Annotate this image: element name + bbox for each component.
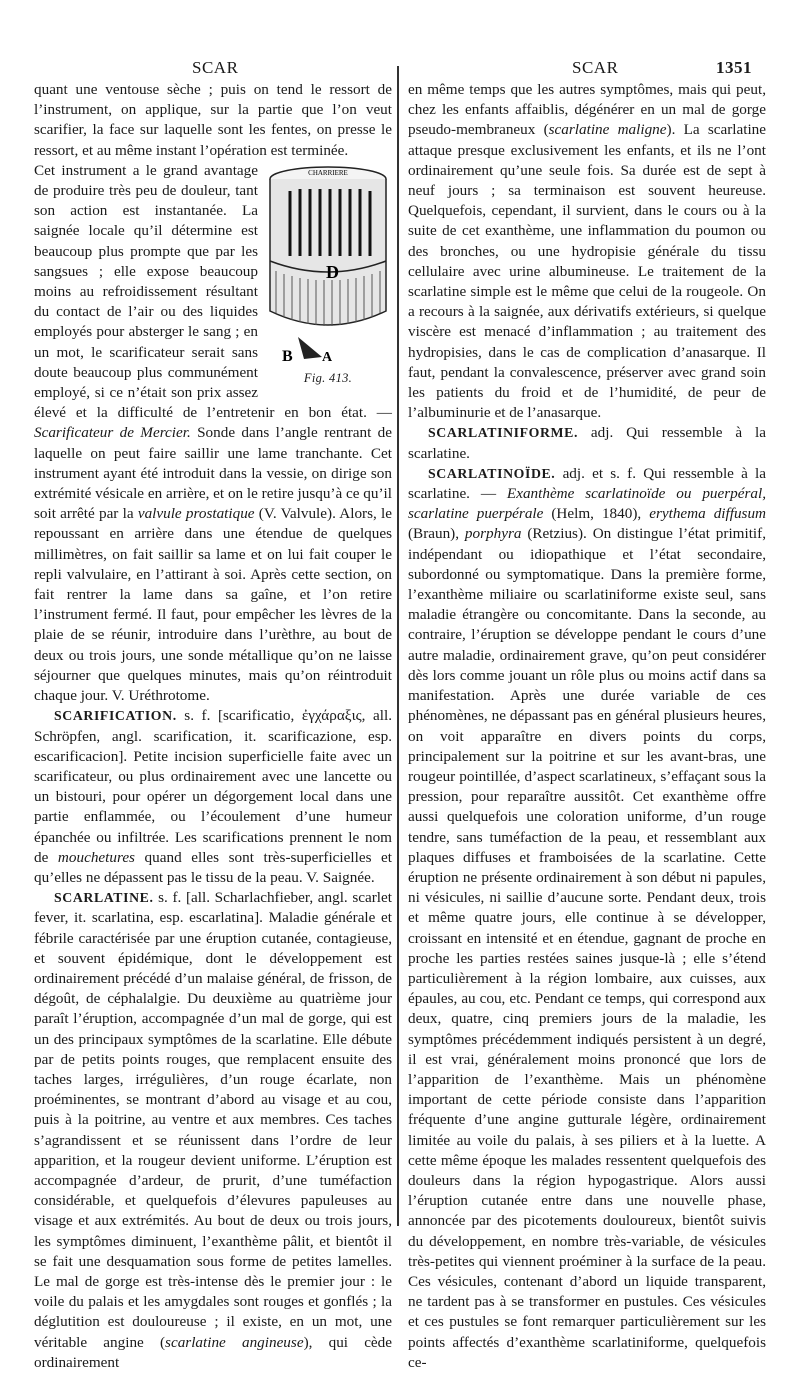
running-head-left: SCAR: [192, 58, 239, 77]
entry-scarlatiniforme: SCARLATINIFORME. adj. Qui ressemble à la scarlatine.: [408, 424, 767, 462]
figure-label-b: B: [282, 347, 293, 365]
entry-scarlatinoide: SCARLATINOÏDE. adj. et s. f. Qui ressemble à la scarlatine. — Exanthème scarlatinoïde ou puerpéral, scarlatine puerpérale (Helm, 1840), erythema diffusum (Braun), porphyra (Retzius). On distingue l’état primitif, indépendant ou idiopathique et l’état secondaire, subordonné ou symptomatique. Dans la première forme, l’exanthème miliaire ou scarlatiniforme existe seul, sans maladie étrangère ou concomitante. Dans la seconde, au contraire, l’éruption se développe pendant le cours d’une autre maladie, ordinairement grave, qu’on peut considérer dès lors comme jouant un rôle plus ou moins actif dans sa manifestation. Après une durée variable de ces phénomènes, ne dépassant pas en général plusieurs heures, on voit apparaître en divers points du corps, principalement sur la poitrine et sur les avant-bras, une rougeur pointillée, d’aspect scarlatineux, s’effaçant sous la pression, pour reparaître aussitôt. Cet exanthème offre aussi quelquefois une coloration uniforme, d’un rouge tendre, sans tuméfaction de la peau, et ressemblant aux plaques diffuses et framboisées de la scarlatine. Cette éruption ne présente ordinairement à son début ni papules, ni vésicules, ni saillie d’aucune sorte. Pendant deux, trois et même quatre jours, elle continue à se développer, croissant en intensité et en étendue, gagnant de proche en proche les parties restées saines jusque-là ; elle s’étend particulièrement à la région lombaire, aux cuisses, aux épaules, au cou, etc. Pendant ce temps, qui correspond aux deux, quatre, cinq premiers jours de la maladie, les symptômes précédemment indiqués persistent à un degré, il est vrai, généralement moins prononcé que lors de l’apparition de l’exanthème. Mais un phénomène important de cette période consiste dans l’apparition fréquente d’une angine gutturale légère, ordinairement limitée au voile du palais, à ses piliers et à la luette. A cette même époque les malades ressentent quelquefois des douleurs dans la région hypogastrique. Alors aussi l’éruption cutanée entre dans une nouvelle phase, annoncée par des picotements douloureux, bientôt suivis du développement, en nombre très-variable, de vésicules très-petites qui viennent proéminer à la surface de la peau. Ces vésicules, contenant d’abord un liquide transparent, ne tardent pas à se transformer en pustules. Ces vésicules et ces pustules se font remarquer particulièrement sur les points affectés d’exanthème scarlatiniforme, quelquefois ce-: [408, 464, 767, 1371]
figure-413: [264, 161, 392, 387]
figure-label-a: A: [322, 349, 333, 365]
paragraph: en même temps que les autres symptômes, mais qui peut, chez les enfants affaiblis, dégénérer en un mal de gorge pseudo-membraneux (scarlatine maligne). La scarlatine attaque presque exclusivement les enfants, et ils ne l’ont ordinairement qu’une seule fois. Sa durée est de sept à neuf jours ; sa terminaison est souvent heureuse. Quelquefois, cependant, il survient, dans le cours ou à la suite de cet exanthème, une inflammation du poumon ou des bronches, ou une hydropisie générale du tissu cellulaire avec urine albumineuse. Le traitement de la scarlatine simple est le même que celui de la rougeole. On a recours à la saignée, aux dérivatifs extérieurs, si quelque viscère est menacé d’inflammation ; au traitement des hydropisies, dans le cas de complication d’anasarque. Il faut, pendant la convalescence, préserver avec grand soin les patients du froid et de l’humidité, de peur de l’albuminurie et de l’anasarque.: [408, 81, 767, 422]
paragraph: quant une ventouse sèche ; puis on tend le ressort de l’instrument, on applique, sur la partie que l’on veut scarifier, la face sur laquelle sont les fentes, on presse le ressort, et au même instant l’opération est terminée.: [34, 81, 392, 159]
page-number: 1351: [716, 58, 752, 77]
scarificator-illustration: [264, 161, 392, 366]
running-head-right: SCAR: [572, 58, 619, 77]
entry-headword: SCARLATINIFORME.: [428, 425, 579, 441]
left-column: [34, 80, 392, 1373]
figure-label-d: D: [326, 261, 339, 282]
entry-scarlatine: SCARLATINE. s. f. [all. Scharlachfieber, angl. scarlet fever, it. scarlatina, esp. escarlatina]. Maladie générale et fébrile caractérisée par une éruption cutanée, contagieuse, et souvent épidémique, dont le développement est ordinairement précédé d’un malaise général, de frisson, de dégoût, de céphalalgie. Du deuxième au quatrième jour paraît l’éruption, accompagnée d’un mal de gorge, qui est un des principaux symptômes de la scarlatine. Elle débute par de petits points rouges, que remplacent ensuite des taches larges, irrégulières, d’un rouge écarlate, non proéminentes, se montrant d’abord au visage et au cou, puis à la poitrine, au ventre et aux membres. Ces taches s’agrandissent et se réunissent dans l’ordre de leur apparition, et la rougeur devient uniforme. L’éruption est accompagnée d’ardeur, de prurit, d’une tuméfaction considérable, et quelquefois d’élevures papuleuses au visage et aux extrémités. Au bout de deux ou trois jours, les symptômes diminuent, l’exanthème pâlit, et bientôt il se fait une desquamation sous forme de petites lamelles. Le mal de gorge est très-intense dès le premier jour : le voile du palais et les amygdales sont rouges et gonflés ; la déglutition est douloureuse ; il existe, en un mot, une véritable angine (scarlatine angineuse), qui cède ordinairement: [34, 889, 393, 1371]
entry-headword: SCARLATINE.: [54, 890, 154, 906]
column-divider: [397, 66, 399, 1226]
entry-headword: SCARLATINOÏDE.: [428, 465, 556, 481]
figure-label-top: CHARRIERE: [308, 168, 348, 177]
entry-scarification: SCARIFICATION. s. f. [scarificatio, ἐγχάραξις, all. Schröpfen, angl. scarification, it. scarificazione, esp. escarificacion]. Petite incision superficielle faite avec un scarificateur, ou plus ordinairement avec une lancette ou un bistouri, pour opérer un dégorgement local dans une partie enflammée, ou l’écoulement d’une humeur épanchée ou infiltrée. Les scarifications prennent le nom de mouchetures quand elles sont très-superficielles et qu’elles ne dépassent pas le tissu de la peau. V. Saignée.: [34, 707, 393, 886]
paragraph: Cet instrument a le grand avantage de produire très peu de douleur, tant son action est instantanée. La saignée locale qu’il détermine est beaucoup plus prompte que par les sangsues ; elle expose beaucoup moins au refroidissement résultant du contact de l’air ou des liquides employés pour absterger le sang ; en un mot, le scarificateur serait sans doute beaucoup plus communément employé, si ce n’était son prix assez élevé et la difficulté de l’entretenir en bon état. — Scarificateur de Mercier. Sonde dans l’angle rentrant de laquelle on peut faire saillir une lame tranchante. Cet instrument ayant été introduit dans la vessie, on dirige son extrémité vésicale en arrière, et on le retire jusqu’à ce qu’il soit arrêté par la valvule prostatique (V. Valvule). Alors, le repoussant en arrière dans une étendue de quelques millimètres, on fait saillir sa lame et on lui fait couper le repli valvulaire, en l’attirant à soi. Après cette section, on fait rentrer la lame dans sa gaîne, et l’on retire l’instrument fermé. Il faut, pour empêcher les lèvres de la plaie de se réunir, introduire dans l’urèthre, au bout de deux ou trois jours, une sonde métallique qu’on ne laisse séjourner que quelques minutes, mais qu’on réintroduit chaque jour. V. Uréthrotome.: [34, 161, 393, 705]
figure-caption: Fig. 413.: [303, 370, 353, 385]
right-column: [408, 80, 766, 1373]
entry-headword: SCARIFICATION.: [54, 708, 177, 724]
